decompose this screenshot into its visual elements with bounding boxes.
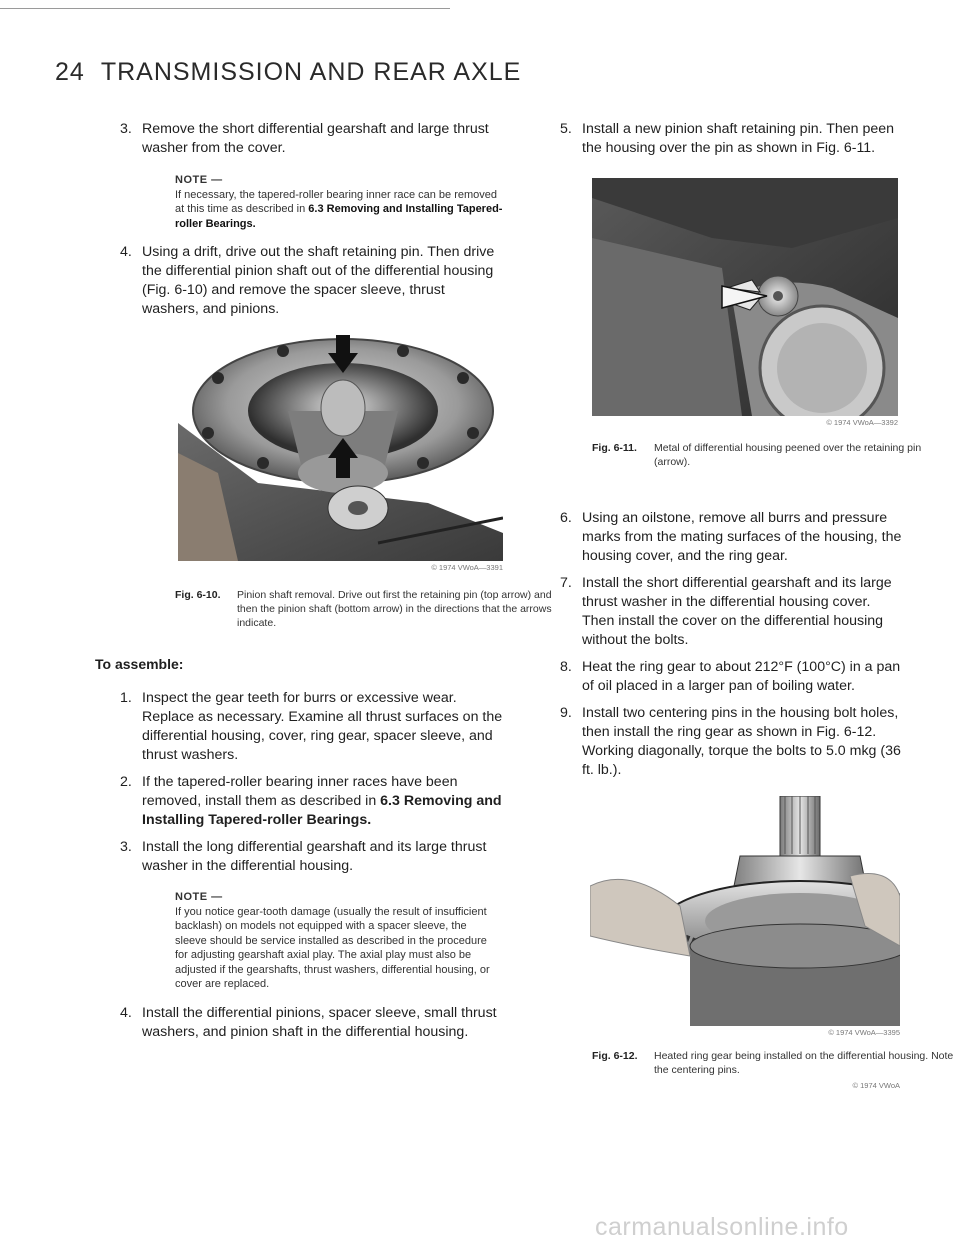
fig-6-11-caption: Fig. 6-11. Metal of differential housing peened over the retaining pin (arrow).: [592, 442, 922, 468]
step-4-drive-out: 4. Using a drift, drive out the shaft retaining pin. Then drive the differential pinion shaft out of the differential housing (Fig. 6-10) and remove the spacer sleeve, thrust washers, and pinions.: [120, 244, 495, 317]
page-header: [55, 58, 521, 87]
ring-gear-install-image: [590, 796, 900, 1026]
site-watermark: carmanualsonline.info: [595, 1213, 849, 1241]
fig-6-12-credit: © 1974 VWoA—3395: [828, 1028, 900, 1037]
step-3-remove: 3. Remove the short differential gearshaft and large thrust washer from the cover.: [120, 121, 489, 156]
assemble-step-3: 3. Install the long differential gearshaft and its large thrust washer in the differential housing.: [120, 839, 487, 874]
differential-housing-image: [178, 333, 503, 561]
fig-6-12-caption: Fig. 6-12. Heated ring gear being installed on the differential housing. Note the centering pins.: [592, 1050, 954, 1076]
assemble-step-1: 1. Inspect the gear teeth for burrs or excessive wear. Replace as necessary. Examine all thrust surfaces on the differential housing, cover, ring gear, spacer sleeve, and thrust washers.: [120, 690, 503, 763]
peened-pin-image: [592, 178, 898, 416]
assemble-step-4: 4. Install the differential pinions, spacer sleeve, small thrust washers, and pinion shaft in the differential housing.: [120, 1004, 497, 1040]
page-number: 24: [55, 58, 85, 86]
fig-6-10-caption: Fig. 6-10. Pinion shaft removal. Drive out first the retaining pin (top arrow) and then the pinion shaft (bottom arrow) in the directions that the arrows indicate.: [175, 589, 552, 629]
step-6-oilstone: 6. Using an oilstone, remove all burrs and pressure marks from the mating surfaces of the housing, the housing cover, and the ring gear.: [560, 510, 902, 564]
top-rule: [0, 8, 450, 9]
note-gear-tooth-damage: NOTE — If you notice gear-tooth damage (usually the result of insufficient backlash) on models not equipped with a spacer sleeve, the sleeve should be service installed as described in the procedure for adjusting gearshaft axial play. The axial play must also be adjusted if the gearshafts, thrust washers, differential housing, or cover are replaced.: [175, 891, 490, 990]
note-bearing-race: NOTE — If necessary, the tapered-roller bearing inner race can be removed at this time as described in 6.3 Removing and Installing Tapered-roller Bearings.: [175, 174, 503, 230]
fig-6-11-photo: [592, 178, 898, 416]
fig-6-10-photo: [178, 333, 503, 561]
chapter-title: TRANSMISSION AND REAR AXLE: [100, 58, 522, 86]
step-9-centering-pins: 9. Install two centering pins in the housing bolt holes, then install the ring gear as shown in Fig. 6-12. Working diagonally, torque the bolts to 5.0 mkg (36 ft. lb.).: [560, 705, 901, 778]
step-7-install-cover: 7. Install the short differential gearshaft and its large thrust washer in the differential housing cover. Then install the cover on the differential housing without the bolts.: [560, 575, 892, 648]
fig-6-12-photo: [590, 796, 900, 1026]
fig-6-12-footer-credit: © 1974 VWoA: [852, 1081, 900, 1090]
step-5-install-pin: 5. Install a new pinion shaft retaining pin. Then peen the housing over the pin as shown in Fig. 6-11.: [560, 121, 895, 156]
right-column: [560, 120, 954, 1090]
left-column: [95, 120, 552, 1042]
assemble-step-2: 2. If the tapered-roller bearing inner races have been removed, install them as described in 6.3 Removing and Installing Tapered-roller Bearings.: [120, 774, 502, 828]
step-8-heat-ring-gear: 8. Heat the ring gear to about 212°F (100°C) in a pan of oil placed in a larger pan of boiling water.: [560, 659, 901, 694]
fig-6-10-credit: © 1974 VWoA—3391: [431, 563, 503, 572]
fig-6-11-credit: © 1974 VWoA—3392: [826, 418, 898, 427]
subhead-to-assemble: To assemble:: [95, 656, 184, 672]
